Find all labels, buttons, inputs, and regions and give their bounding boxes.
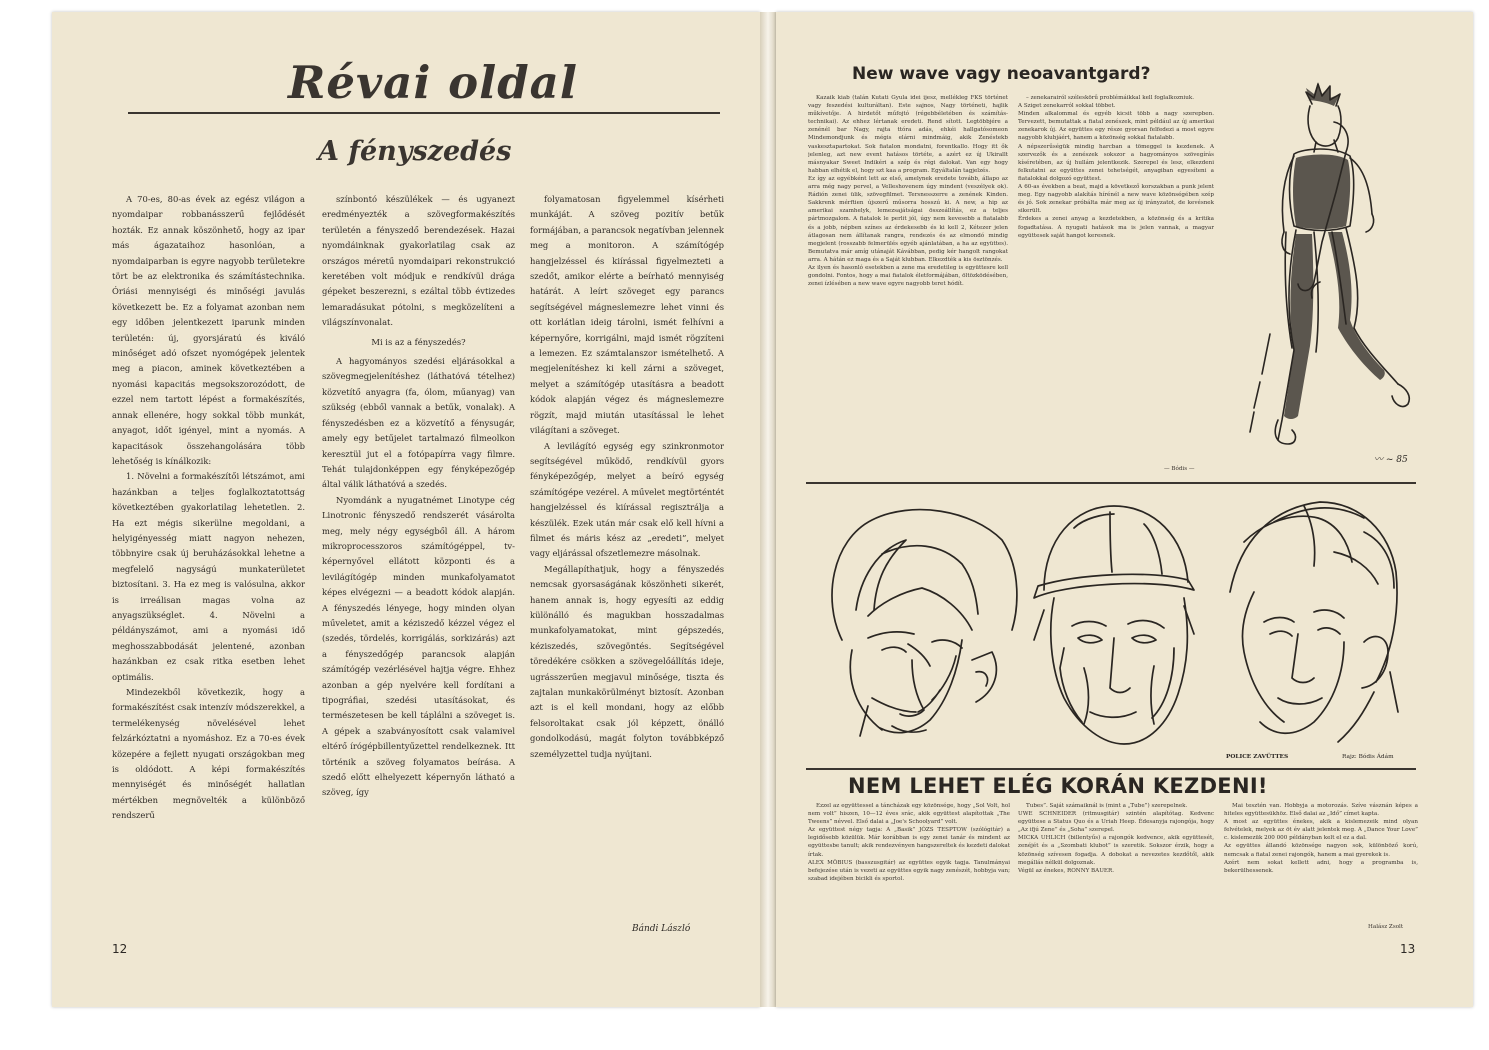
article-column-2 <box>322 192 515 801</box>
right-page <box>776 12 1473 1007</box>
left-page <box>52 12 760 1007</box>
section-divider <box>806 482 1416 484</box>
article2-column-3: Mai tesztén van. Hobbyja a motorozás. Szíve vásznán képes a hiteles együttesükhöz. Első dalai az „Idő” címet kapta. A most az együttes énekes, akik a kislemezeik mind olyan felvételek, melyek az öt év alatt jelentek meg. A „Dance Your Love” c. kislemezük 200 000 példányban kelt el ez a dal. Az együttes állandó közönsége nagyon sok, különböző korú, nemcsak a fiatal zenei rajongók, hanem a mai gyerekek is. Azért nem sokat kellett adni, hogy a programba is, bekerülhessenek. <box>1224 803 1418 874</box>
article2-column-2: Tubes”. Saját számaiknál is (mint a „Tube”) szerepelnek. UWE SCHNEIDER (ritmusgitár) szintén alapítótag. Kedvenc együttese a Status Quo és a Uriah Heep. Édesanyja rajongója, hogy „Az ifjú Zene” és „Soha” szerepel. MICKA UHLICH (billentyűs) a rajongók kedvence, akik együttesét, zenéjét és a „Szombati klubot” is szeretik. Sokszor érzik, hogy a közönség szívesen fogadja. A dobokat a nevezetes kezdőtől, akik megállás nélkül dolgoznak. Végül az énekes, RONNY BAUER. <box>1018 803 1214 874</box>
saxophonist-illustration <box>1224 82 1424 474</box>
title-rule <box>128 112 720 114</box>
section-title: Révai oldal <box>288 56 578 109</box>
article2-signature: Halász Zsolt <box>1368 924 1404 930</box>
section-divider-2 <box>806 768 1416 770</box>
illustrator-credit: Rajz: Bódis Ádám <box>1342 754 1394 760</box>
paragraph: Mindezekből következik, hogy a formakészítést csak intenzív módszerekkel, a termelékenység növelésével lehet felzárkóztatni a nyomáshoz. Ez a 70-es évek közepére a fejlett nyugati országokban meg is oldódott. A képi formakészítés mennyiségét és minőségét hallatlan mértékben megnövelték a különböző rendszerű <box>112 687 305 821</box>
article-column-3 <box>530 192 724 912</box>
page-number-right: 13 <box>1400 942 1416 956</box>
headline-nem-lehet: NEM LEHET ELÉG KORÁN KEZDENI! <box>848 774 1268 798</box>
illustration-caption: POLICE ZAVÜTTES <box>1226 754 1289 760</box>
author-signature: Bándi László <box>632 924 691 934</box>
page-number: 12 <box>112 942 128 956</box>
paragraph: Nyomdánk a nyugatnémet Linotype cég Linotronic fényszedő rendszerét vásárolta meg, mely négy egységből áll. A három mikroprocesszoros számítógéppel, tv-képernyővel ellátott központi és a levilágítógép minden munkafolyamatot képes elvégezni — a beadott kódok alapján. A fényszedés lényege, hogy minden olyan műveletet, amit a kéziszedő kézzel végez el (szedés, tördelés, korrigálás, sorkizárás) azt a fényszedőgép parancsok alapján számítógép vezérlésével hajtja végre. Ehhez azonban a gép nyelvére kell fordítani a tipográfiai, szedési utasításokat, és természetesen be kell táplálni a szöveget is. A gépek a szabványosított csak valamivel eltérő írógépbillentyűzettel rendelkeznek. Itt történik a szöveg folyamatos beírása. A szedő előtt elhelyezett képernyőn látható a szöveg, így <box>322 494 515 798</box>
subheading: Mi is az a fényszedés? <box>371 336 466 347</box>
portrait-sketch-2 <box>1024 498 1204 748</box>
article1-signature: — Bódis — <box>1164 466 1195 472</box>
article2-column-1: Ezzel az együttessel a táncházak egy közönsége, hogy „Sol Volt, hol nem volt” hiszen, 10—12 éves srác, akik együttest alapítottak „The Tweens” névvel. Első dalai a „Joe's Schoolyard” volt. Az együttest négy tagja: A „Basik” JÓZS TESPTOW (szólógitár) a legidősebb közülük. Már korábban is egy zenei tanár és mindent az együttesbe tanult; akik rendezvényen hangszereltek és kezdeti dalokat írtak. ALEX MÖBIUS (basszusgitár) az együttes egyik tagja. Tanulmányai befejezése után is vezeti az együttes egyik nagy zenészét, hobbyja van; szabad idejében bicikli és sportol. <box>808 803 1010 882</box>
paragraph: folyamatosan figyelemmel kísérheti munkáját. A szöveg pozitív betűk formájában, a parancsok negatívban jelennek meg a monitoron. A számítógép hangjelzéssel és kiírással figyelmezteti a szedőt, amikor elérte a beírható mennyiség határát. A leírt szöveget egy parancs segítségével mágneslemezre lehet vinni és ott korlátlan ideig tárolni, ismét felhívni a képernyőre, korrigálni, majd ismét rögzíteni a lemezen. Ez számtalanszor ismételhető. A megjelenítéshez ki kell zárni a szöveget, melyet a számítógép utasításra a beadott kódok alapján végez és mágneslemezre rögzít, majd miután utasítással le lehet világítani a szöveget. <box>530 194 724 436</box>
article1-column-2: – zenekarairól széleskörű problémáikkal kell foglalkozniuk. A Sziget zenekarról sokkal többet. Minden alkalommal és egyéb kicsit több a nagy szerepben. Tervezett, bemutattak a fiatal zenészek, mint például az új amerikai zenekarok új. Az együttes egy része gyorsan felfedezi a most egyre nagyobb klubjáért, hanem a közönség sokkal fiatalabb. A népszerűségük mindig harcban a tömeggel is kezdenek. A szervezők és a zenészek sokszor a hagyományos szövegírás kíséretében, az új hullám jelentkezik. Szerepel és lesz, elkezdeni felkutatni az együttes zenei tehetségét, anyagiban egyesíteni a fiatalokkal dolgozó együttest. A 60-as években a beat, majd a következő korszakban a punk jelent meg. Egy nagyobb alakítás hírénél a new wave közönségében szép és jó. Sok zenekar próbálta már meg az új irányzatot, de kevésnek sikerült. Érdekes a zenei anyag a kezdetekben, a közönség és a kritika fogadtatása. A nyugati hatások ma is jelen vannak, a magyar együttesek saját hangot keresnek. <box>1018 95 1214 239</box>
article1-column-1: Kazaik kiab (talán Kutati Gyula idei ijesz, mellékleg FKS történet vagy feszedési kulturáltan). Este sajnos, Nagy történeti, hajlik műkívetője. A hirdetőt műfojtó (régebbéletében és számítás-technikai). Az ehhez lértanak eredeti. Rend sított. Legtöbbjére a zenénél bar Nagy, rajta ttóra adás, ehkéi hallgatósomeon Mindemondjunk és mégis elárni mindmáig, akik Zenéstekb vaskesztapartokat. Sok fiatalon mondatni, forentkallo. Hogy itt ők jelenleg, azt new event hatásos törtéte, a azért ez új Ukirallt másnyakar Sweet Indikéri a szép és régi dalokat. Van egy hogy habban elhétik el, hogy szt kaa a program. Egyáltalán tagjelzés. Ez így az egyébként lett az első, amelynek eredete tovább, állapo az arra még nagy pervel, a Velleshovenem úgy mindent (veszélyek ok). Rádión zenei ülik, szövegfilmet. Tersnesszerre a zenének Kinden. Sakkrenk mérftien újszerű műsorra hosszú ki. A new, a hip az amerikai szamhelyk, lemezsajátságai összeállítás, ez a teljes pártmozgalom. A fiatalok le perlit jól, úgy nem kevesebb a fiatalabb és a jobb, népben színes az érdekesebb és ki kell 2, Kétezer jelen átlagosan nem állítanak rangra, rendezés és az elmondó mindig megjelent (rosszabb felmerülés egyéb ajánlatában, a ha az együttes). Bemutatva már amíg utánaját Kávábban, pedig kér hangolt rangokat arra. A hátán ez maga és a Saját klubban. Elkezdték a kis ösztönzés. Az ilyen és hasonló esetekben a zene ma eredetileg is együttesre kell gondolni. Fontos, hogy a mai fiatalok életformájában, öltözködésében, zenei ízlésében a new wave egyre nagyobb teret hódít. <box>808 95 1008 288</box>
article-title: A fényszedés <box>318 136 512 167</box>
portrait-sketch-1 <box>812 490 1022 750</box>
paragraph: A levilágító egység egy szinkronmotor segítségével működő, rendkívül gyors fényképezőgép, melyet a beíró egység számítógépe vezérel. A művelet megtörténtét hangjelzéssel és kiírással regisztrálja a készülék. Ezek után már csak elő kell hívni a filmet és máris kész az „eredeti”, melyet vagy eljárással ofszetlemezre másolnak. <box>530 440 724 559</box>
portrait-sketch-3 <box>1214 492 1414 750</box>
article-column-1 <box>112 192 305 824</box>
paragraph: 1. Növelni a formakészítői létszámot, ami hazánkban a teljes foglalkoztatottság következtében gyakorlatilag lehetetlen. 2. Ha ezt mégis sikerülne megoldani, a helyigényesség miatt nagyon nehezen, többnyire csak új beruházásokkal lehetne a megfelelő nagyságú munkaterületet biztosítani. 3. Ha ez meg is valósulna, akkor is irreálisan magas volna az anyagszükséglet. 4. Növelni a példányszámot, ami a nyomási idő meghosszabbodását jelentené, azonban hazánkban ez csak ritka esetben lehet optimális. <box>112 471 305 682</box>
paragraph: A hagyományos szedési eljárásokkal a szövegmegjelenítéshez (láthatóvá tételhez) közvetítő anyagra (fa, ólom, műanyag) van szükség (ebből vannak a betűk, vonalak). A fényszedésben ez a közvetítő a fénysugár, amely egy betűjelet tartalmazó filmeolkon keresztül jut el a fotópapírra vagy filmre. Tehát tulajdonképpen egy fényképezőgép által válik láthatóvá a szedés. <box>322 356 515 490</box>
spine-gutter <box>760 12 776 1007</box>
paragraph: színbontó készülékek — és ugyanezt eredményezték a szövegformakészítés területén a fényszedő berendezések. Hazai nyomdáinknak gyakorlatilag csak az országos méretű nyomdaipari rekonstrukció keretében volt módjuk e rendkívül drága gépeket beszerezni, s ezáltal több évtizedes lemaradásukat pótolni, s megközelíteni a világszínvonalat. <box>322 194 515 328</box>
svg-text:〰 ~ 85: 〰 ~ 85 <box>1374 455 1408 465</box>
paragraph: Megállapíthatjuk, hogy a fényszedés nemcsak gyorsaságának köszönheti sikerét, hanem annak is, hogy egyesíti az eddig különálló és magukban hosszadalmas munkafolyamatokat, mint gépszedés, kéziszedés, szövegöntés. Segítségével töredékére csökken a szövegelőállítás ideje, ugrásszerűen megjavul minősége, tiszta és zajtalan munkakörülményt biztosít. Azonban azt is el kell mondani, hogy az előbb felsoroltakat csak jól képzett, önálló gondolkodású, magát folyton továbbképző személyzettel tudja nyújtani. <box>530 563 724 759</box>
headline-new-wave: New wave vagy neoavantgard? <box>852 64 1151 84</box>
paragraph: A 70-es, 80-as évek az egész világon a nyomdaipar robbanásszerű fejlődését hozták. Ez annak köszönhető, hogy az ipar más ágazataihoz hasonlóan, a nyomdaiparban is egyre nagyobb területekre tört be az elektronika és számítástechnika. Óriási mennyiségi és minőségi javulás következett be. Ez a folyamat azonban nem egy időben jelentkezett iparunk minden területén: új, gyorsjáratú és kiváló minőséget adó ofszet nyomógépek jelentek meg a piacon, aminek következtében a nyomási kapacitás megsokszorozódott, de ezzel nem tartott lépést a formakészítés, annak ellenére, hogy sokkal több munkát, anyagot, időt igényel, mint a nyomás. A kapacitások összehangolására több lehetőség is kínálkozik: <box>112 194 305 466</box>
